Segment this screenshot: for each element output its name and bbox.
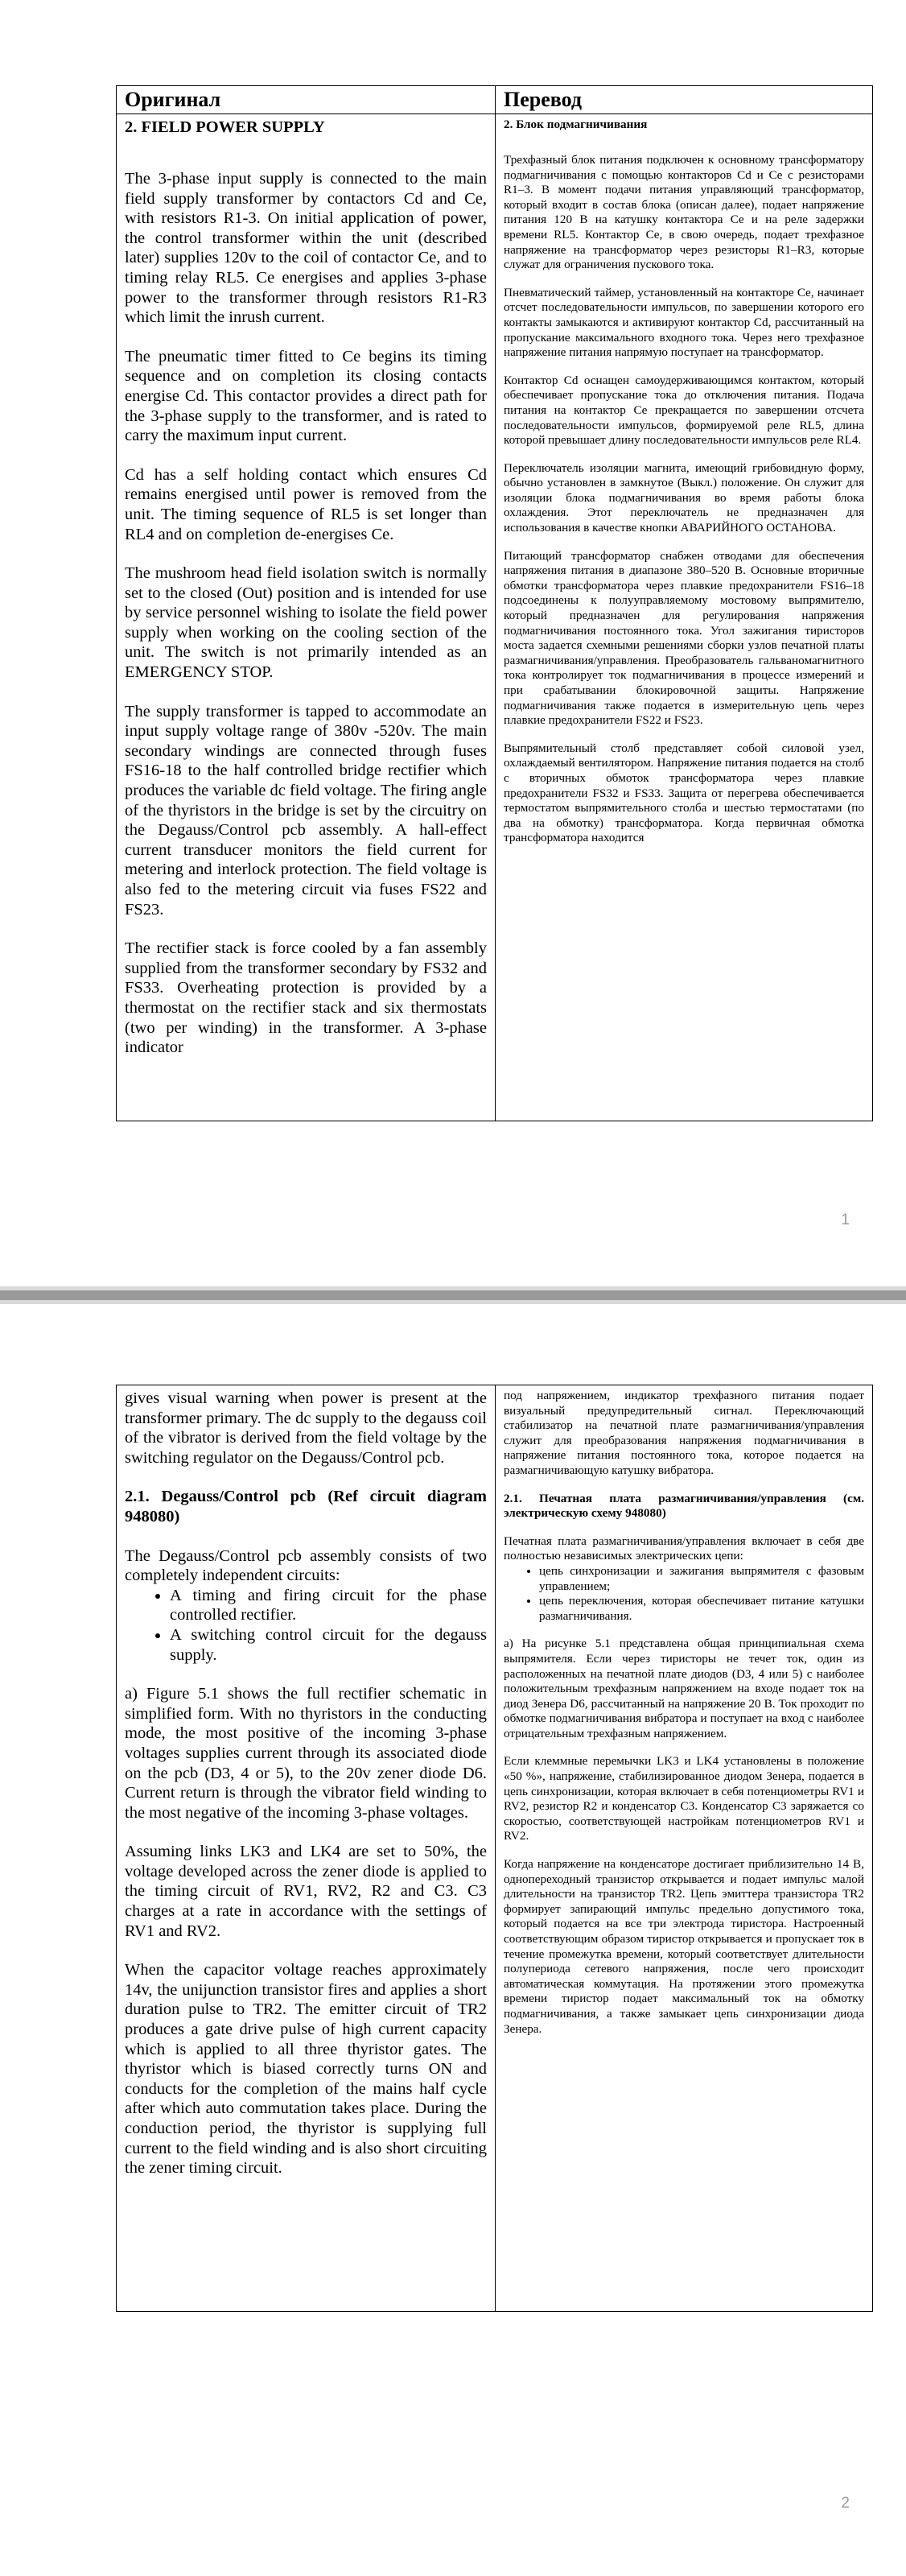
page-number: 1: [841, 1212, 850, 1228]
paragraph: Пневматический таймер, установленный на контакторе Ce, начинает отсчет последовательности импульсов, по завершении которого его контакты замыкаются и активируют контактор Cd, рассчитанный на пропускание максимального входного тока. Через него трехфазное напряжение питания напрямую поступает на трансформатор.: [504, 285, 864, 360]
list-item: • цепь синхронизации и зажигания выпрямителя с фазовым управлением;: [539, 1564, 864, 1594]
original-text-cell: [117, 114, 496, 1121]
original-column-header: Оригинал: [117, 86, 496, 114]
page-number: 2: [841, 2495, 850, 2512]
section-title: 2. FIELD POWER SUPPLY: [125, 118, 325, 136]
section-heading: 2.1. Печатная плата размагничивания/управления (см. электрическую схему 948080): [504, 1491, 864, 1521]
section-heading: 2.1. Degauss/Control pcb (Ref circuit diagram 948080): [125, 1488, 487, 1525]
paragraph: The supply transformer is tapped to accommodate an input supply voltage range of 380v -520v. The main secondary windings are connected through fuses FS16-18 to the half controlled bridge rectifier which produces the variable dc field voltage. The firing angle of the thyristors in the bridge is set by the circuitry on the Degauss/Control pcb assembly. A hall-effect current transducer monitors the field current for metering and interlock protection. The field voltage is also fed to the metering circuit via fuses FS22 and FS23.: [125, 702, 487, 919]
paragraph: The 3-phase input supply is connected to the main field supply transformer by contactors Cd and Ce, with resistors R1-3. On initial application of power, the control transformer within the unit (described later) supplies 120v to the coil of contactor Ce, and to timing relay RL5. Ce energises and applies 3-phase power to the transformer through resistors R1-R3 which limit the inrush current.: [125, 170, 487, 327]
list-item: • A timing and firing circuit for the phase controlled rectifier.: [170, 1586, 487, 1625]
original-text-cell: [117, 1385, 496, 2312]
paragraph: The mushroom head field isolation switch is normally set to the closed (Out) position and is intended for use by service personnel wishing to isolate the field power supply when working on the cooling section of the unit. The switch is not primarily intended as an EMERGENCY STOP.: [125, 564, 487, 682]
translation-table: [116, 85, 873, 1121]
list-item: • A switching control circuit for the degauss supply.: [170, 1625, 487, 1665]
paragraph: gives visual warning when power is present at the transformer primary. The dc supply to the degauss coil of the vibrator is derived from the field voltage by the switching regulator on the Degauss/Control pcb.: [125, 1389, 487, 1467]
paragraph: Выпрямительный столб представляет собой силовой узел, охлаждаемый вентилятором. Напряжение питания подается на столб с вторичных обмоток трансформатора через плавкие предохранители FS32 и FS33. Защита от перегрева обеспечивается термостатом выпрямительного столба и шестью термостатами (по два на обмотку) трансформатора. Когда первичная обмотка трансформатора находится: [504, 741, 864, 845]
paragraph: Если клеммные перемычки LK3 и LK4 установлены в положение «50 %», напряжение, стабилизированное диодом Зенера, подается в цепь синхронизации, которая включает в себя потенциометры RV1 и RV2, резистор R2 и конденсатор C3. Конденсатор C3 заряжается со скоростью, соответствующей настройкам потенциометров RV1 и RV2.: [504, 1754, 864, 1843]
paragraph: The Degauss/Control pcb assembly consists of two completely independent circuits:: [125, 1546, 487, 1585]
paragraph: The rectifier stack is force cooled by a fan assembly supplied from the transformer secondary by FS32 and FS33. Overheating protection is provided by a thermostat on the rectifier stack and six thermostats (two per winding) in the transformer. A 3-phase indicator: [125, 939, 487, 1057]
bullet-list: [125, 1586, 487, 1665]
document-page-1: [0, 0, 906, 1286]
paragraph: Трехфазный блок питания подключен к основному трансформатору подмагничивания с помощью контакторов Cd и Ce с резисторами R1–3. В момент подачи питания управляющий трансформатор, который входит в состав блока (описан далее), подает напряжение питания 120 В на катушку контактора Ce и на реле задержки времени RL5. Контактор Ce, в свою очередь, подает трехфазное напряжение на трансформатор через резисторы R1–R3, которые служат для ограничения пускового тока.: [504, 153, 864, 272]
paragraph: The pneumatic timer fitted to Ce begins its timing sequence and on completion its closing contacts energise Cd. This contactor provides a direct path for the 3-phase supply to the transformer, and is rated to carry the maximum input current.: [125, 347, 487, 445]
translation-table: [116, 1385, 873, 2312]
paragraph: Cd has a self holding contact which ensures Cd remains energised until power is removed from the unit. The timing sequence of RL5 is set longer than RL4 and on completion de-energises Ce.: [125, 465, 487, 543]
paragraph: Питающий трансформатор снабжен отводами для обеспечения напряжения питания в диапазоне 380–520 В. Основные вторичные обмотки трансформатора через плавкие предохранители FS16–18 подсоединены к полууправляемому мостовому выпрямителю, который предназначен для регулирования напряжения подмагничивания постоянного тока. Угол зажигания тиристоров моста задается схемными решениями сборки узлов печатной платы размагничивания/управления. Преобразователь гальваномагнитного тока контролирует ток подмагничивания в процессе измерений и при срабатывании блокировочной защиты. Напряжение подмагничивания также подается в измерительную цепь через плавкие предохранители FS22 и FS23.: [504, 548, 864, 728]
paragraph: When the capacitor voltage reaches approximately 14v, the unijunction transistor fires and applies a short duration pulse to TR2. The emitter circuit of TR2 produces a gate drive pulse of high current capacity which is applied to all three thyristor gates. The thyristor which is biased correctly turns ON and conducts for the completion of the mains half cycle after which auto commutation takes place. During the conduction period, the thyristor is supplying full current to the field winding and is also short circuiting the zener timing circuit.: [125, 1961, 487, 2178]
paragraph: Когда напряжение на конденсаторе достигает приблизительно 14 В, однопереходный транзистор открывается и подает импульс малой длительности на транзистор TR2. Цепь эмиттера транзистора TR2 формирует запирающий импульс предельно допустимого тока, который подается на все три электрода тиристора. Настроенный соответствующим образом тиристор открывается и пропускает ток в течение промежутка времени, который соответствует длительности полупериода сетевого напряжения, после чего происходит автоматическая коммутация. На протяжении этого промежутка времени тиристор подает максимальный ток на обмотку подмагничивания, а также замыкает цепь синхронизации диода Зенера.: [504, 1857, 864, 2036]
translation-text-cell: [496, 114, 873, 1121]
page-separator: [0, 1286, 906, 1304]
paragraph: Переключатель изоляции магнита, имеющий грибовидную форму, обычно установлен в замкнутое (Выкл.) положение. Он служит для изоляции блока подмагничивания во время работы блока охлаждения. Этот переключатель не предназначен для использования в качестве кнопки АВАРИЙНОГО ОСТАНОВА.: [504, 460, 864, 535]
bullet-list: [504, 1564, 864, 1624]
translation-text-cell: [496, 1385, 873, 2312]
list-item: • цепь переключения, которая обеспечивает питание катушки размагничивания.: [539, 1594, 864, 1624]
document-page-2: [0, 1304, 906, 2576]
paragraph: Контактор Cd оснащен самоудерживающимся контактом, который обеспечивает пропускание тока до отключения питания. Подача питания на контактор Ce прекращается по завершении отсчета последовательности импульсов, формируемой реле RL5, длина которой превышает длину последовательности импульсов реле RL4.: [504, 373, 864, 448]
translation-column-header: Перевод: [496, 86, 873, 114]
paragraph: Assuming links LK3 and LK4 are set to 50%, the voltage developed across the zener diode is applied to the timing circuit of RV1, RV2, R2 and C3. C3 charges at a rate in accordance with the settings of RV1 and RV2.: [125, 1843, 487, 1940]
section-title: 2. Блок подмагничивания: [504, 118, 648, 131]
paragraph: a) Figure 5.1 shows the full rectifier schematic in simplified form. With no thyristors in the conducting mode, the most positive of the incoming 3-phase voltages supplies current through its associated diode on the pcb (D3, 4 or 5), to the 20v zener diode D6. Current return is through the vibrator field winding to the most negative of the incoming 3-phase voltages.: [125, 1685, 487, 1822]
paragraph: а) На рисунке 5.1 представлена общая принципиальная схема выпрямителя. Если через тиристоры не течет ток, один из расположенных на печатной плате диодов (D3, 4 или 5) с наиболее положительным трехфазным напряжением на входе подает ток на диод Зенера D6, рассчитанный на напряжение 20 В. Ток проходит по обмотке подмагничивания вибратора и поступает на вход с наиболее отрицательным трехфазным напряжением.: [504, 1637, 864, 1740]
paragraph: под напряжением, индикатор трехфазного питания подает визуальный предупредительный сигнал. Переключающий стабилизатор на печатной плате размагничивания/управления служит для преобразования напряжения подмагничивания в напряжение питания постоянного тока, которое подается на размагничивающую катушку вибратора.: [504, 1389, 864, 1477]
paragraph: Печатная плата размагничивания/управления включает в себя две полностью независимых электрических цепи:: [504, 1534, 864, 1563]
